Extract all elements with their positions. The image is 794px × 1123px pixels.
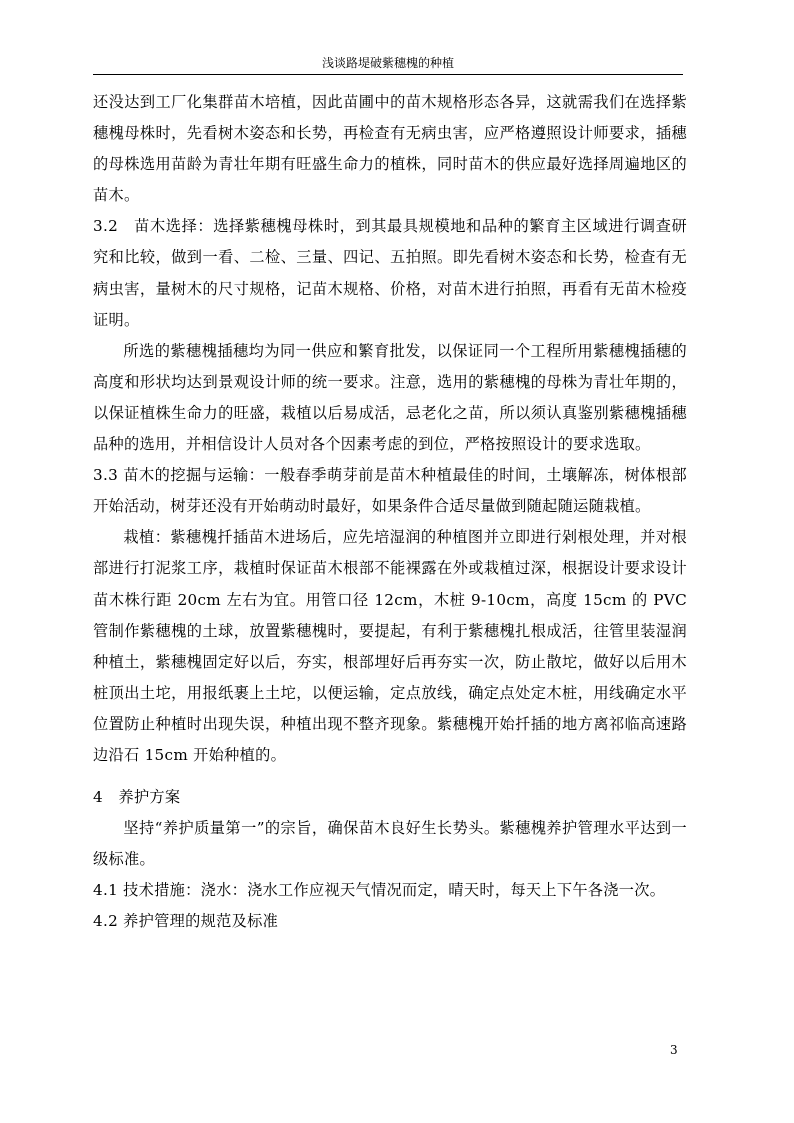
paragraph-section-4-1: 4.1 技术措施：浇水：浇水工作应视天气情况而定，晴天时，每天上下午各浇一次。 (93, 881, 666, 900)
paragraph-cutting-selection: 所选的紫穗槐插穗均为同一供应和繁育批发，以保证同一个工程所用紫穗槐插穗的高度和形状均达到景观设计师的统一要求。注意，选用的紫穗槐的母株为青壮年期的，以保证植株生命力的旺盛，栽植以后易成活，忌老化之苗，所以须认真鉴别紫穗槐插穗品种的选用，并相信设计人员对各个因素考虑的到位，严格按照设计的要求选取。 (93, 341, 687, 454)
paragraph-planting: 栽植：紫穗槐扦插苗木进场后，应先培湿润的种植图并立即进行剁根处理，并对根部进行打泥浆工序，栽植时保证苗木根部不能裸露在外或栽植过深，根据设计要求设计苗木株行距 20cm 左右为宜。用管口径 12cm，木桩 9-10cm，高度 15cm 的 PVC 管制作紫穗槐的土球，放置紫穗槐时，要提起，有利于紫穗槐扎根成活，往管里装湿润种植土，紫穗槐固定好以后，夯实，根部埋好后再夯实一次，防止散坨，做好以后用木桩顶出土坨，用报纸裹上土坨，以便运输，定点放线，确定点处定木桩，用线确定水平位置防止种植时出现失误，种植出现不整齐现象。紫穗槐开始扦插的地方离祁临高速路边沿石 15cm 开始种植的。 (93, 528, 687, 764)
section-heading-4: 4 养护方案 (93, 788, 181, 807)
page-number: 3 (670, 1043, 678, 1057)
paragraph-maintenance-principle: 坚持“养护质量第一”的宗旨，确保苗木良好生长势头。紫穗槐养护管理水平达到一级标准。 (93, 819, 687, 869)
paragraph-section-3-2: 3.2 苗木选择：选择紫穗槐母株时，到其最具规模地和品种的繁育主区域进行调查研究和比较，做到一看、二检、三量、四记、五拍照。即先看树木姿态和长势，检查有无病虫害，量树木的尺寸规格，记苗木规格、价格，对苗木进行拍照，再看有无苗木检疫证明。 (93, 217, 687, 329)
paragraph-section-3-3: 3.3 苗木的挖掘与运输：一般春季萌芽前是苗木种植最佳的时间，土壤解冻，树体根部开始活动，树芽还没有开始萌动时最好，如果条件合适尽量做到随起随运随栽植。 (93, 466, 687, 516)
document-body (93, 87, 687, 938)
running-header: 浅谈路堤破紫穗槐的种植 (321, 56, 454, 70)
paragraph-continuation: 还没达到工厂化集群苗木培植，因此苗圃中的苗木规格形态各异，这就需我们在选择紫穗槐母株时，先看树木姿态和长势，再检查有无病虫害，应严格遵照设计师要求，插穗的母株选用苗龄为青壮年期有旺盛生命力的植株，同时苗木的供应最好选择周遍地区的苗木。 (93, 93, 687, 205)
paragraph-section-4-2: 4.2 养护管理的规范及标准 (93, 912, 279, 931)
header-divider (93, 74, 683, 75)
